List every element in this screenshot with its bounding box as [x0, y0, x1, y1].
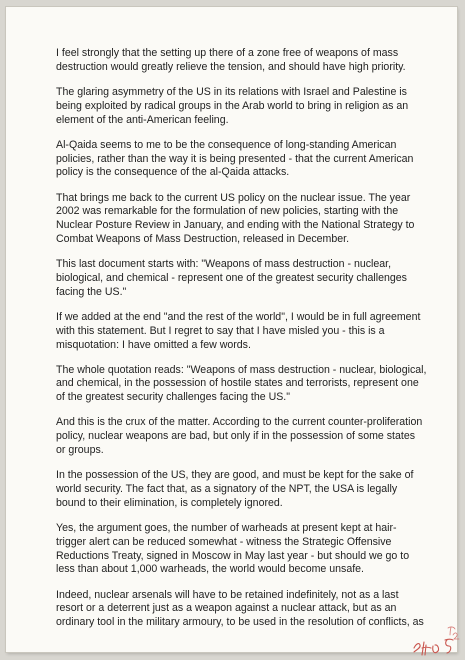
paragraph — [56, 258, 431, 299]
text-line: policy, nuclear weapons are bad, but only if in the possession of some states — [56, 430, 416, 443]
text-line: And this is the crux of the matter. According to the current counter-proliferation — [56, 416, 423, 429]
text-line: I feel strongly that the setting up there of a zone free of weapons of mass — [56, 47, 399, 59]
text-line: trigger alert can be reduced somewhat - witness the Strategic Offensive — [56, 535, 392, 548]
paragraph — [56, 47, 431, 75]
text-line: less than about 1,000 warheads, the world would become unsafe. — [56, 563, 365, 576]
paragraph — [56, 522, 431, 577]
text-line: Reductions Treaty, signed in Moscow in May last year - but should we go to — [56, 549, 410, 562]
paragraph — [56, 86, 431, 127]
text-line: Indeed, nuclear arsenals will have to be retained indefinitely, not as a last — [56, 588, 399, 601]
text-line: ordinary tool in the military armoury, to be used in the resolution of conflicts, as — [56, 616, 424, 629]
text-line: or groups. — [56, 444, 104, 457]
text-line: and chemical, in the possession of hostile states and terrorists, represent one — [56, 377, 419, 390]
text-line: being exploited by radical groups in the Arab world to bring in religion as an — [56, 99, 409, 112]
text-line: policies, rather than the way it is being presented - that the current American — [56, 152, 414, 165]
text-line: policy is the consequence of the al-Qaida attacks. — [56, 166, 290, 179]
text-line: world security. The fact that, as a signatory of the NPT, the USA is legally — [56, 483, 398, 496]
text-line: That brings me back to the current US policy on the nuclear issue. The year — [56, 191, 411, 204]
text-line: The glaring asymmetry of the US in its relations with Israel and Palestine is — [56, 85, 407, 98]
text-line: biological, and chemical - represent one of the greatest security challenges — [56, 271, 407, 284]
paragraph — [56, 192, 431, 247]
text-line: Al-Qaida seems to me to be the consequence of long-standing American — [56, 138, 397, 151]
text-line: The whole quotation reads: "Weapons of mass destruction - nuclear, biological, — [56, 363, 427, 376]
text-line: of the greatest security challenges facing the US." — [56, 391, 291, 404]
text-line: Nuclear Posture Review in January, and ending with the National Strategy to — [56, 219, 415, 232]
text-line: facing the US." — [56, 285, 127, 298]
text-line: Combat Weapons of Mass Destruction, released in December. — [56, 232, 350, 245]
text-line: resort or a deterrent just as a weapon against a nuclear attack, but as an — [56, 602, 397, 615]
paragraph — [56, 589, 431, 630]
paragraph — [56, 469, 431, 510]
paragraph — [56, 416, 431, 457]
handwritten-annotation — [406, 624, 462, 660]
paragraph — [56, 311, 431, 352]
paragraph — [56, 139, 431, 180]
text-line: element of the anti-American feeling. — [56, 113, 229, 126]
text-line: destruction would greatly relieve the tension, and should have high priority. — [56, 60, 406, 73]
text-line: with this statement. But I regret to say that I have misled you - this is a — [56, 324, 385, 337]
text-line: If we added at the end "and the rest of the world", I would be in full agreement — [56, 310, 421, 323]
text-line: This last document starts with: "Weapons of mass destruction - nuclear, — [56, 258, 392, 271]
document-page — [6, 7, 457, 652]
paragraph — [56, 364, 431, 405]
text-line: In the possession of the US, they are good, and must be kept for the sake of — [56, 469, 414, 482]
text-line: bound to their elimination, is completely ignored. — [56, 496, 283, 509]
document-body — [56, 47, 431, 641]
text-line: misquotation: I have omitted a few words. — [56, 338, 251, 351]
text-line: 2002 was remarkable for the formulation of new policies, starting with the — [56, 205, 399, 218]
text-line: Yes, the argument goes, the number of warheads at present kept at hair- — [56, 522, 397, 535]
